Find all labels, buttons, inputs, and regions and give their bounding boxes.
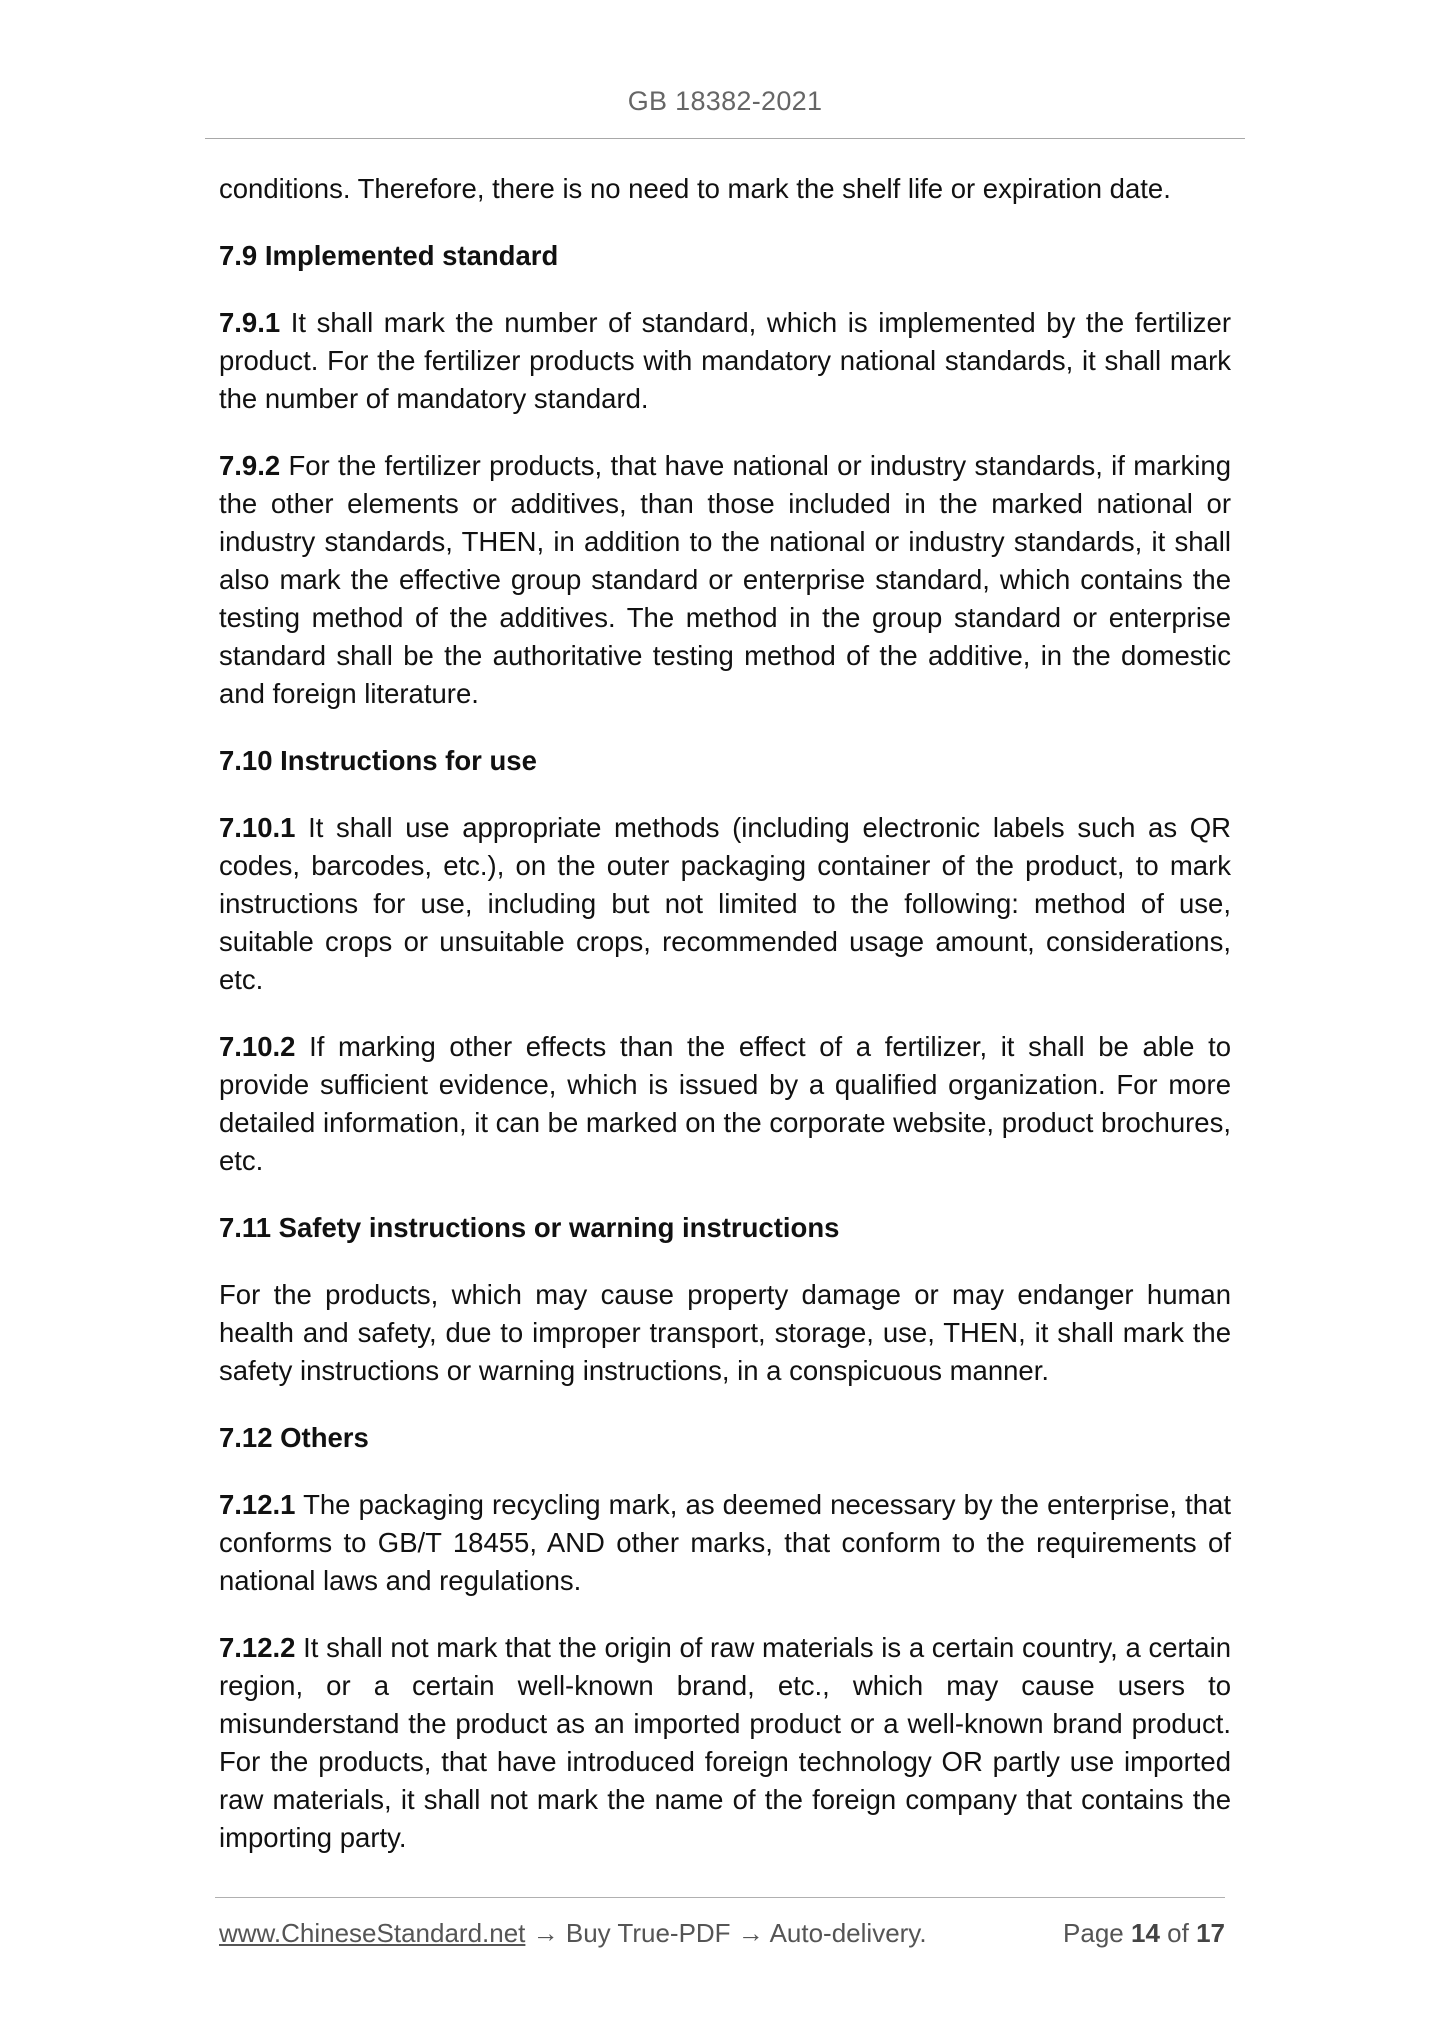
document-body — [219, 170, 1231, 1886]
clause-text: The packaging recycling mark, as deemed necessary by the enterprise, that conforms to GB/T 18455, AND other marks, that conform to the requirements of national laws and regulations. — [219, 1489, 1231, 1596]
page-header-title: GB 18382-2021 — [627, 86, 823, 116]
page-total: 17 — [1196, 1918, 1225, 1948]
page-footer — [219, 1918, 1225, 1958]
section-heading-7-12: 7.12 Others — [219, 1422, 369, 1453]
clause-7-10-2 — [219, 1028, 1231, 1180]
clause-text: It shall mark the number of standard, which is implemented by the fertilizer product. For the fertilizer products with mandatory national standards, it shall mark the number of mandatory standard. — [219, 307, 1232, 414]
clause-7-11-text: For the products, which may cause property damage or may endanger human health and safety, due to improper transport, storage, use, THEN, it shall mark the safety instructions or warning instructions, in a conspicuous manner. — [219, 1279, 1231, 1386]
clause-7-9-1 — [219, 304, 1231, 418]
page-of-label: of — [1167, 1918, 1189, 1948]
clause-7-12-1 — [219, 1486, 1231, 1600]
clause-7-10-1 — [219, 809, 1231, 999]
clause-7-9-2 — [219, 447, 1231, 713]
section-heading-7-9: 7.9 Implemented standard — [219, 240, 559, 271]
clause-number: 7.12.1 — [219, 1489, 296, 1520]
clause-number: 7.9.2 — [219, 450, 281, 481]
clause-text: It shall not mark that the origin of raw materials is a certain country, a certain region, or a certain well-known brand, etc., which may cause users to misunderstand the product as an imported product or a well-known brand product. For the products, that have introduced foreign technology OR partly use imported raw materials, it shall not mark the name of the foreign company that contains the importing party. — [219, 1632, 1231, 1853]
clause-number: 7.10.2 — [219, 1031, 296, 1062]
clause-text: For the fertilizer products, that have national or industry standards, if marking the other elements or additives, than those included in the marked national or industry standards, THEN, in addition to the national or industry standards, it shall also mark the effective group standard or enterprise standard, which contains the testing method of the additives. The method in the group standard or enterprise standard shall be the authoritative testing method of the additive, in the domestic and foreign literature. — [219, 450, 1232, 709]
footer-tagline: → Buy True-PDF → Auto-delivery. — [525, 1918, 927, 1948]
clause-7-12-2 — [219, 1629, 1231, 1857]
website-link[interactable]: www.ChineseStandard.net — [219, 1918, 526, 1948]
footer-divider — [215, 1897, 1225, 1898]
page-indicator — [1063, 1918, 1225, 1949]
clause-number: 7.10.1 — [219, 812, 296, 843]
section-heading-7-10: 7.10 Instructions for use — [219, 745, 537, 776]
clause-number: 7.12.2 — [219, 1632, 296, 1663]
page-label: Page — [1063, 1918, 1124, 1948]
header-divider — [205, 138, 1245, 139]
clause-number: 7.9.1 — [219, 307, 281, 338]
clause-text: If marking other effects than the effect of a fertilizer, it shall be able to provide sufficient evidence, which is issued by a qualified organization. For more detailed information, it can be marked on the corporate website, product brochures, etc. — [219, 1031, 1232, 1176]
paragraph-continuation: conditions. Therefore, there is no need to mark the shelf life or expiration date. — [219, 173, 1171, 204]
section-heading-7-11: 7.11 Safety instructions or warning instructions — [219, 1212, 840, 1243]
clause-text: It shall use appropriate methods (including electronic labels such as QR codes, barcodes, etc.), on the outer packaging container of the product, to mark instructions for use, including but not limited to the following: method of use, suitable crops or unsuitable crops, recommended usage amount, considerations, etc. — [219, 812, 1231, 995]
footer-left — [219, 1918, 927, 1949]
page-current: 14 — [1131, 1918, 1160, 1948]
